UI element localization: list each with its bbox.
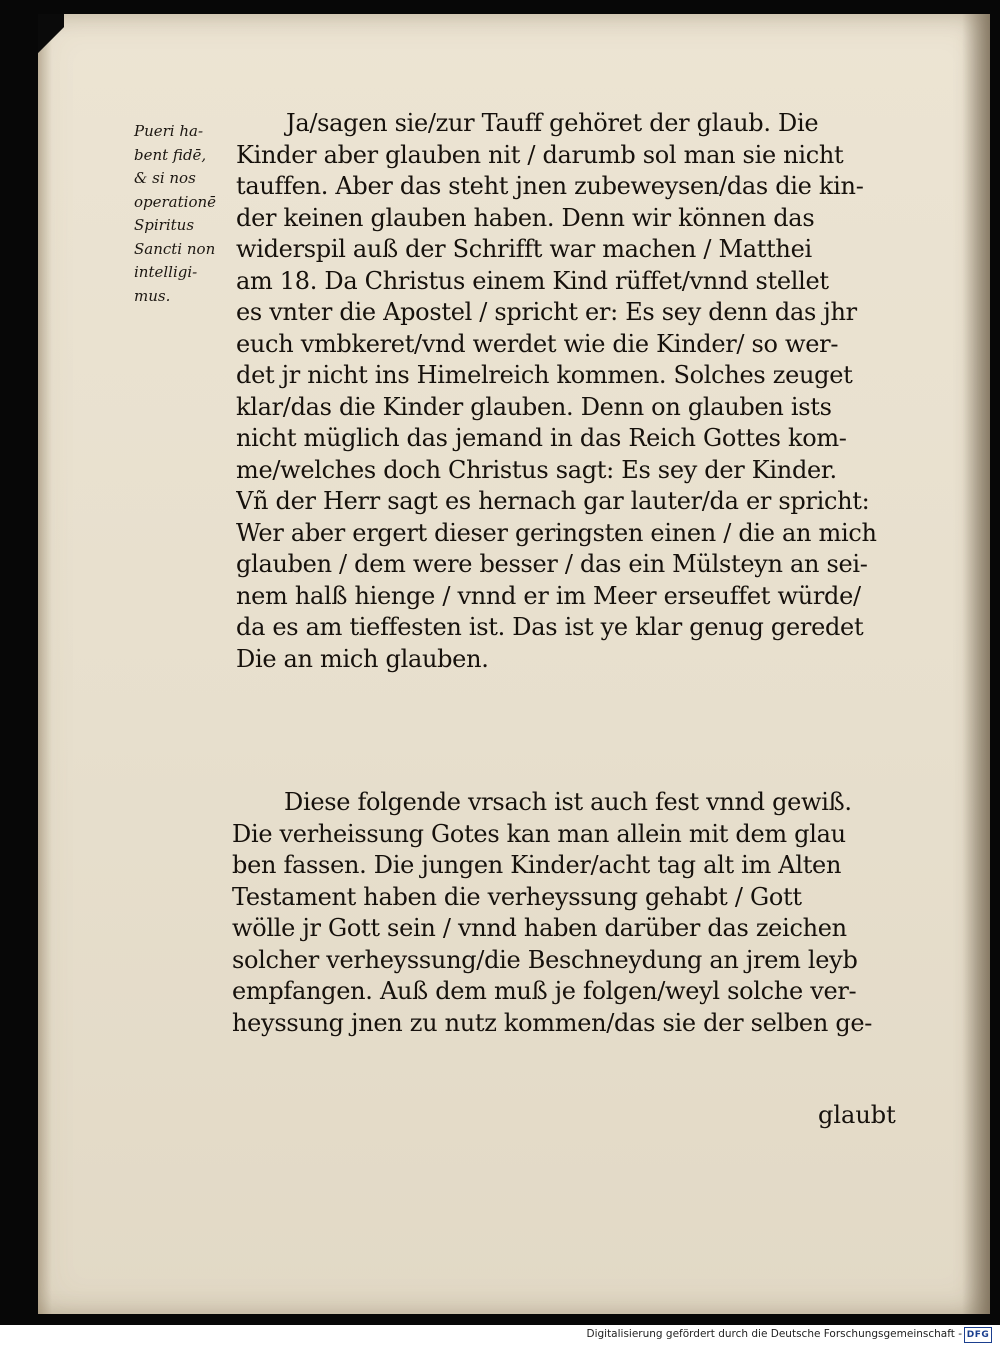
page-left-edge bbox=[38, 14, 52, 1314]
text-line: Wer aber ergert dieser geringsten einen / die an mich bbox=[236, 518, 877, 547]
text-line: nem halß hienge / vnnd er im Meer erseuffet würde/ bbox=[236, 581, 861, 610]
marginal-line: intelligi- bbox=[134, 263, 198, 281]
page-gutter-shadow bbox=[962, 14, 990, 1314]
marginal-note bbox=[134, 120, 234, 308]
marginal-line: mus. bbox=[134, 286, 171, 305]
text-line: widerspil auß der Schrifft war machen / Matthei bbox=[236, 235, 812, 263]
catchword: glaubt bbox=[818, 1101, 896, 1129]
text-line: Vñ der Herr sagt es hernach gar lauter/da er spricht: bbox=[236, 487, 870, 515]
text-line: solcher verheyssung/die Beschneydung an jrem leyb bbox=[232, 945, 858, 974]
text-line: Kinder aber glauben nit / darumb sol man sie nicht bbox=[236, 140, 844, 169]
marginal-line: operationē bbox=[134, 192, 217, 211]
text-line: der keinen glauben haben. Denn wir können das bbox=[236, 203, 815, 232]
page-corner bbox=[38, 14, 64, 74]
text-line: tauffen. Aber das steht jnen zubeweysen/das die kin- bbox=[236, 172, 864, 200]
text-line: es vnter die Apostel / spricht er: Es sey denn das jhr bbox=[236, 298, 857, 326]
text-line: euch vmbkeret/vnd werdet wie die Kinder/ so wer- bbox=[236, 329, 839, 358]
text-line: nicht müglich das jemand in das Reich Gottes kom- bbox=[236, 424, 847, 452]
funding-credit: Digitalisierung gefördert durch die Deutsche Forschungsgemeinschaft - bbox=[586, 1328, 962, 1340]
text-line: klar/das die Kinder glauben. Denn on glauben ists bbox=[236, 392, 832, 421]
paragraph-2 bbox=[232, 787, 932, 1039]
marginal-line: & si nos bbox=[134, 169, 196, 187]
text-line: da es am tieffesten ist. Das ist ye klar genug geredet bbox=[236, 613, 864, 641]
text-line: glauben / dem were besser / das ein Mülsteyn an sei- bbox=[236, 550, 868, 578]
dfg-logo[interactable]: DFG bbox=[964, 1327, 992, 1343]
marginal-line: Pueri ha- bbox=[134, 122, 204, 140]
text-line: det jr nicht ins Himelreich kommen. Solches zeuget bbox=[236, 361, 853, 389]
text-line: ben fassen. Die jungen Kinder/acht tag alt im Alten bbox=[232, 851, 842, 879]
text-line: heyssung jnen zu nutz kommen/das sie der selben ge- bbox=[232, 1008, 873, 1037]
text-line: Testament haben die verheyssung gehabt / Gott bbox=[232, 882, 802, 911]
text-line: me/welches doch Christus sagt: Es sey der Kinder. bbox=[236, 455, 837, 484]
text-line: Die an mich glauben. bbox=[236, 644, 489, 673]
text-line: empfangen. Auß dem muß je folgen/weyl solche ver- bbox=[232, 977, 857, 1005]
text-line: Die verheissung Gotes kan man allein mit dem glau bbox=[232, 819, 846, 848]
paragraph-1 bbox=[236, 108, 936, 675]
marginal-line: bent fidē, bbox=[134, 145, 207, 164]
marginal-line: Sancti non bbox=[134, 239, 216, 258]
text-line: Diese folgende vrsach ist auch fest vnnd gewiß. bbox=[284, 788, 852, 816]
marginal-line: Spiritus bbox=[134, 216, 195, 234]
text-line: Ja/sagen sie/zur Tauff gehöret der glaub. Die bbox=[286, 109, 819, 137]
text-line: wölle jr Gott sein / vnnd haben darüber das zeichen bbox=[232, 914, 847, 942]
footer-bar bbox=[0, 1325, 1000, 1345]
text-line: am 18. Da Christus einem Kind rüffet/vnnd stellet bbox=[236, 266, 829, 295]
